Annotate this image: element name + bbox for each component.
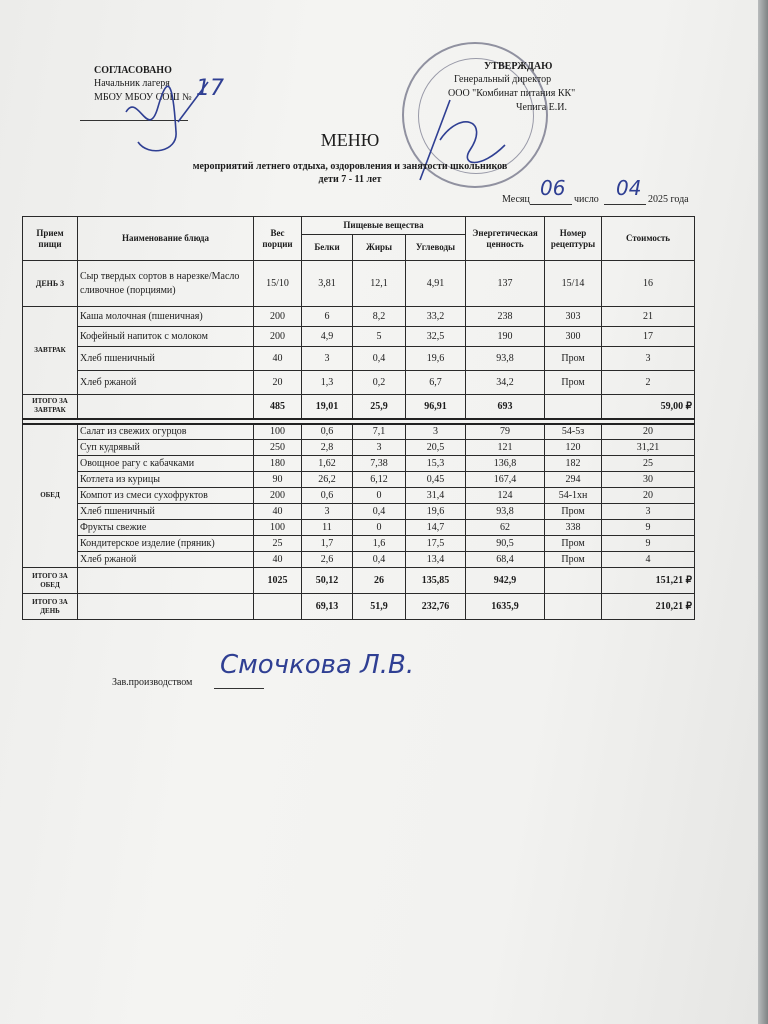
menu-table [22,216,695,620]
weight: 20 [254,371,302,395]
dish-name: Каша молочная (пшеничная) [78,307,254,327]
cost: 3 [602,504,695,520]
cost: 31,21 [602,440,695,456]
recipe: Пром [545,371,602,395]
cost: 3 [602,347,695,371]
col-energy: Энергетическая ценность [466,217,545,261]
energy: 238 [466,307,545,327]
dish-name: Хлеб ржаной [78,371,254,395]
table-row [23,536,695,552]
recipe: 54-5з [545,424,602,440]
carbs: 135,85 [406,568,466,594]
cost: 20 [602,424,695,440]
table-row [23,456,695,472]
fat: 6,12 [353,472,406,488]
month-value: 06 [540,176,566,200]
weight: 15/10 [254,261,302,307]
recipe: 338 [545,520,602,536]
energy: 121 [466,440,545,456]
total-label: ИТОГО ЗА ДЕНЬ [23,594,78,620]
carbs: 13,4 [406,552,466,568]
month-underline [530,204,572,205]
recipe: 182 [545,456,602,472]
empty-cell [545,594,602,620]
carbs: 3 [406,424,466,440]
protein: 2,6 [302,552,353,568]
empty-cell [545,395,602,419]
recipe: 303 [545,307,602,327]
cost: 4 [602,552,695,568]
protein: 1,62 [302,456,353,472]
carbs: 15,3 [406,456,466,472]
carbs: 17,5 [406,536,466,552]
fat: 7,38 [353,456,406,472]
fat: 0,4 [353,504,406,520]
approved-left-title: СОГЛАСОВАНО [94,65,172,76]
cost: 21 [602,307,695,327]
weight: 100 [254,520,302,536]
col-meal: Прием пищи [23,217,78,261]
energy: 190 [466,327,545,347]
table-row [23,347,695,371]
day-underline [604,204,646,205]
recipe: Пром [545,347,602,371]
dish-name: Котлета из курицы [78,472,254,488]
total-label: ИТОГО ЗА ЗАВТРАК [23,395,78,419]
table-row [23,371,695,395]
cost: 25 [602,456,695,472]
table-row [23,520,695,536]
energy: 137 [466,261,545,307]
weight: 25 [254,536,302,552]
dish-name: Хлеб пшеничный [78,347,254,371]
protein: 69,13 [302,594,353,620]
weight: 1025 [254,568,302,594]
col-dish: Наименование блюда [78,217,254,261]
background-edge [758,0,768,1024]
dish-name: Овощное рагу с кабачками [78,456,254,472]
dish-name: Сыр твердых сортов в нарезке/Масло сливочное (порциями) [78,261,254,307]
protein: 4,9 [302,327,353,347]
energy: 136,8 [466,456,545,472]
protein: 11 [302,520,353,536]
page-subtitle: мероприятий летнего отдыха, оздоровления и занятости школьников [192,161,508,172]
weight: 40 [254,504,302,520]
breakfast-label: ЗАВТРАК [23,307,78,395]
col-cost: Стоимость [602,217,695,261]
weight: 200 [254,488,302,504]
dish-name: Кофейный напиток с молоком [78,327,254,347]
empty-cell [545,568,602,594]
cost: 210,21 ₽ [602,594,695,620]
table-row [23,472,695,488]
footer-signature: Смочкова Л.В. [220,650,415,680]
weight: 90 [254,472,302,488]
energy: 68,4 [466,552,545,568]
cost: 20 [602,488,695,504]
recipe: Пром [545,504,602,520]
protein: 26,2 [302,472,353,488]
table-row [23,552,695,568]
energy: 942,9 [466,568,545,594]
fat: 0 [353,520,406,536]
fat: 0,4 [353,347,406,371]
dish-name: Компот из смеси сухофруктов [78,488,254,504]
col-protein: Белки [302,235,353,261]
recipe: 54-1хн [545,488,602,504]
recipe: 300 [545,327,602,347]
cost: 30 [602,472,695,488]
table-row [23,440,695,456]
approved-left-line1: Начальник лагеря [94,78,170,89]
month-label: Месяц [502,194,530,205]
carbs: 20,5 [406,440,466,456]
energy: 1635,9 [466,594,545,620]
protein: 19,01 [302,395,353,419]
carbs: 31,4 [406,488,466,504]
weight: 40 [254,347,302,371]
recipe: 15/14 [545,261,602,307]
approved-right-title: УТВЕРЖДАЮ [484,61,553,72]
energy: 93,8 [466,504,545,520]
table-row [23,488,695,504]
empty-cell [78,395,254,419]
cost: 2 [602,371,695,395]
fat: 7,1 [353,424,406,440]
table-row [23,504,695,520]
weight: 40 [254,552,302,568]
cost: 151,21 ₽ [602,568,695,594]
energy: 79 [466,424,545,440]
carbs: 14,7 [406,520,466,536]
table-row [23,424,695,440]
energy: 93,8 [466,347,545,371]
year-label: 2025 года [648,194,689,205]
col-carbs: Углеводы [406,235,466,261]
approved-left-line2: МБОУ МБОУ СОШ № [94,92,192,103]
age-group: дети 7 - 11 лет [318,174,382,185]
table-header-row [23,217,695,235]
col-weight: Вес порции [254,217,302,261]
empty-cell [78,568,254,594]
lunch-label: ОБЕД [23,424,78,568]
energy: 34,2 [466,371,545,395]
carbs: 6,7 [406,371,466,395]
approved-right-line1: Генеральный директор [454,74,552,85]
dish-name: Хлеб ржаной [78,552,254,568]
energy: 90,5 [466,536,545,552]
fat: 5 [353,327,406,347]
carbs: 232,76 [406,594,466,620]
energy: 167,4 [466,472,545,488]
col-nutrients: Пищевые вещества [302,217,466,235]
energy: 62 [466,520,545,536]
lunch-total-row [23,568,695,594]
protein: 0,6 [302,488,353,504]
cost: 59,00 ₽ [602,395,695,419]
fat: 0 [353,488,406,504]
fat: 3 [353,440,406,456]
carbs: 4,91 [406,261,466,307]
page-title: МЕНЮ [320,130,380,150]
dish-name: Хлеб пшеничный [78,504,254,520]
dish-name: Фрукты свежие [78,520,254,536]
day-value: 04 [616,176,642,200]
footer-signature-line [214,688,264,689]
day-label: ДЕНЬ 3 [23,261,78,307]
dish-name: Салат из свежих огурцов [78,424,254,440]
approved-right-line3: Чепига Е.И. [516,102,568,113]
weight: 250 [254,440,302,456]
col-recipe: Номер рецептуры [545,217,602,261]
energy: 124 [466,488,545,504]
empty-cell [78,594,254,620]
carbs: 96,91 [406,395,466,419]
energy: 693 [466,395,545,419]
fat: 12,1 [353,261,406,307]
fat: 8,2 [353,307,406,327]
carbs: 0,45 [406,472,466,488]
protein: 1,7 [302,536,353,552]
table-row-day [23,261,695,307]
fat: 26 [353,568,406,594]
dish-name: Кондитерское изделие (пряник) [78,536,254,552]
table-row [23,327,695,347]
fat: 0,4 [353,552,406,568]
weight: 180 [254,456,302,472]
protein: 0,6 [302,424,353,440]
approved-right-line2: ООО "Комбинат питания КК" [448,88,576,99]
col-fat: Жиры [353,235,406,261]
approved-left-handwritten-number: 17 [196,76,224,101]
cost: 16 [602,261,695,307]
weight: 200 [254,307,302,327]
protein: 1,3 [302,371,353,395]
cost: 9 [602,520,695,536]
total-label: ИТОГО ЗА ОБЕД [23,568,78,594]
protein: 2,8 [302,440,353,456]
table-row [23,307,695,327]
weight: 200 [254,327,302,347]
protein: 3 [302,347,353,371]
recipe: 120 [545,440,602,456]
carbs: 32,5 [406,327,466,347]
cost: 9 [602,536,695,552]
fat: 1,6 [353,536,406,552]
breakfast-total-row [23,395,695,419]
day-label: число [574,194,599,205]
empty-cell [254,594,302,620]
protein: 6 [302,307,353,327]
protein: 50,12 [302,568,353,594]
recipe: 294 [545,472,602,488]
carbs: 33,2 [406,307,466,327]
footer-label: Зав.производством [112,677,193,688]
weight: 485 [254,395,302,419]
dish-name: Суп кудрявый [78,440,254,456]
weight: 100 [254,424,302,440]
recipe: Пром [545,536,602,552]
protein: 3 [302,504,353,520]
cost: 17 [602,327,695,347]
carbs: 19,6 [406,504,466,520]
carbs: 19,6 [406,347,466,371]
day-total-row [23,594,695,620]
recipe: Пром [545,552,602,568]
fat: 51,9 [353,594,406,620]
fat: 25,9 [353,395,406,419]
protein: 3,81 [302,261,353,307]
fat: 0,2 [353,371,406,395]
